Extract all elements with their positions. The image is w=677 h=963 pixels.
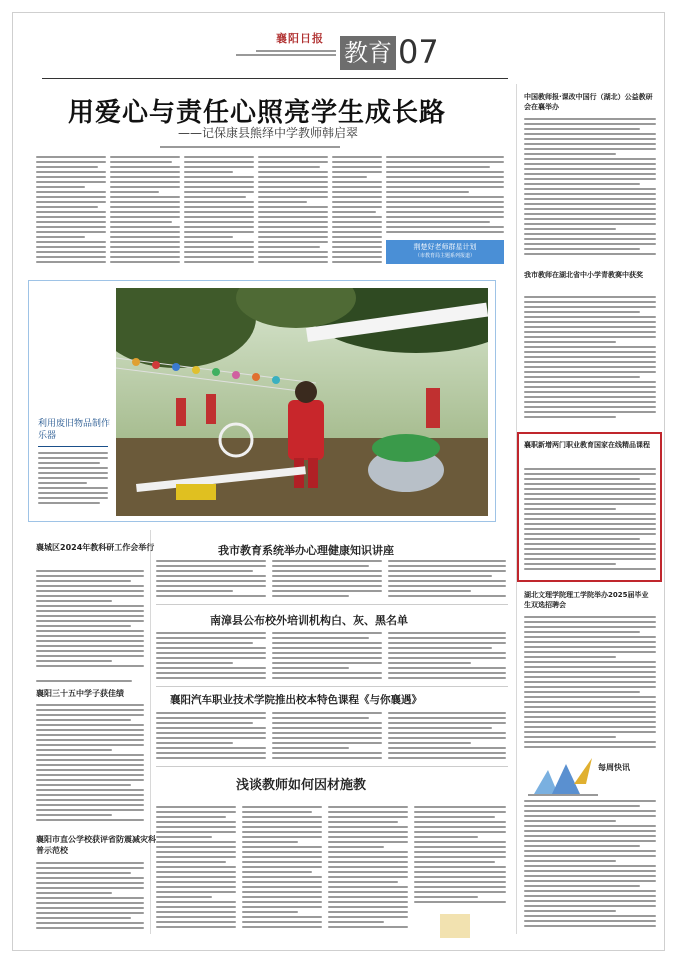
center-story-2-title: 南漳县公布校外培训机构白、灰、黑名单	[210, 614, 408, 627]
masthead-meta-lines	[226, 48, 336, 58]
weekly-news-illustration	[528, 754, 598, 796]
section-label: 教育	[340, 36, 396, 70]
weekly-news-title: 每周快讯	[598, 763, 630, 772]
page-number: 07	[398, 33, 439, 71]
left-story-2-title: 襄阳三十五中学子获佳绩	[36, 689, 124, 698]
center-story-3-text-c	[388, 712, 506, 762]
right-story-3-text	[524, 468, 656, 576]
right-story-4-title: 湖北文理学院理工学院举办2025届毕业生双选招聘会	[524, 591, 649, 609]
series-tag-sub: （市教育局主题系列报道）	[414, 253, 475, 259]
center-rule-2	[156, 686, 508, 687]
center-story-3-text-b	[272, 712, 382, 762]
caption-rule	[38, 446, 108, 447]
left-story-2-text	[36, 704, 144, 822]
lead-text-col-4	[258, 156, 328, 268]
center-story-4-text-c	[328, 806, 408, 934]
left-story-2-kicker	[36, 680, 132, 686]
lead-subhead: ——记保康县熊绎中学教师韩启翠	[178, 126, 359, 140]
center-story-4-text-d	[414, 806, 506, 910]
weekly-news-text	[524, 800, 656, 934]
center-story-1-title: 我市教育系统举办心理健康知识讲座	[218, 544, 394, 557]
left-story-1-text	[36, 570, 144, 670]
right-story-2-text	[524, 296, 656, 424]
header-rule	[42, 78, 508, 79]
right-story-4-text	[524, 616, 656, 754]
photo-caption-text	[38, 452, 108, 512]
photo-caption-title: 利用废旧物品制作乐器	[38, 419, 111, 441]
left-story-3-text	[36, 862, 144, 934]
series-tag	[386, 240, 504, 264]
center-story-1-text-c	[388, 560, 506, 600]
center-story-4-text-a	[156, 806, 236, 934]
right-story-1-text	[524, 118, 656, 258]
lead-text-col-6	[386, 156, 504, 236]
right-story-3-title: 襄职新增两门职业教育国家在线精品课程	[524, 441, 650, 449]
center-rule-1	[156, 604, 508, 605]
right-story-1-title: 中国教师报·课改中国行（湖北）公益教研会在襄举办	[524, 93, 653, 111]
series-tag-title: 荆楚好老师群星计划	[413, 243, 477, 251]
lead-text-col-3	[184, 156, 254, 268]
center-story-3-text-a	[156, 712, 266, 762]
lead-text-col-1	[36, 156, 106, 268]
lead-text-col-2	[110, 156, 180, 268]
center-story-1-text-b	[272, 560, 382, 600]
left-column-rule	[150, 530, 151, 934]
paper-logo: 襄阳日报	[276, 32, 324, 45]
children-music-photo	[116, 288, 488, 516]
center-story-4-text-b	[242, 806, 322, 934]
lead-headline: 用爱心与责任心照亮学生成长路	[68, 98, 447, 128]
left-story-3-title: 襄阳市直公学校获评省防震减灾科普示范校	[36, 835, 156, 855]
right-story-2-title: 我市教师在湖北省中小学青教赛中获奖	[524, 271, 643, 279]
center-story-2-text-a	[156, 632, 266, 682]
center-story-2-text-b	[272, 632, 382, 682]
center-story-1-text-a	[156, 560, 266, 600]
decorative-stamp	[440, 914, 470, 938]
center-story-3-title: 襄阳汽车职业技术学院推出校本特色课程《与你襄遇》	[170, 694, 422, 706]
lead-byline	[160, 144, 340, 150]
center-rule-3	[156, 766, 508, 767]
left-story-1-title: 襄城区2024年教科研工作会举行	[36, 543, 155, 552]
lead-text-col-5	[332, 156, 382, 268]
center-story-2-text-c	[388, 632, 506, 682]
center-story-4-title: 浅谈教师如何因材施教	[236, 778, 367, 793]
